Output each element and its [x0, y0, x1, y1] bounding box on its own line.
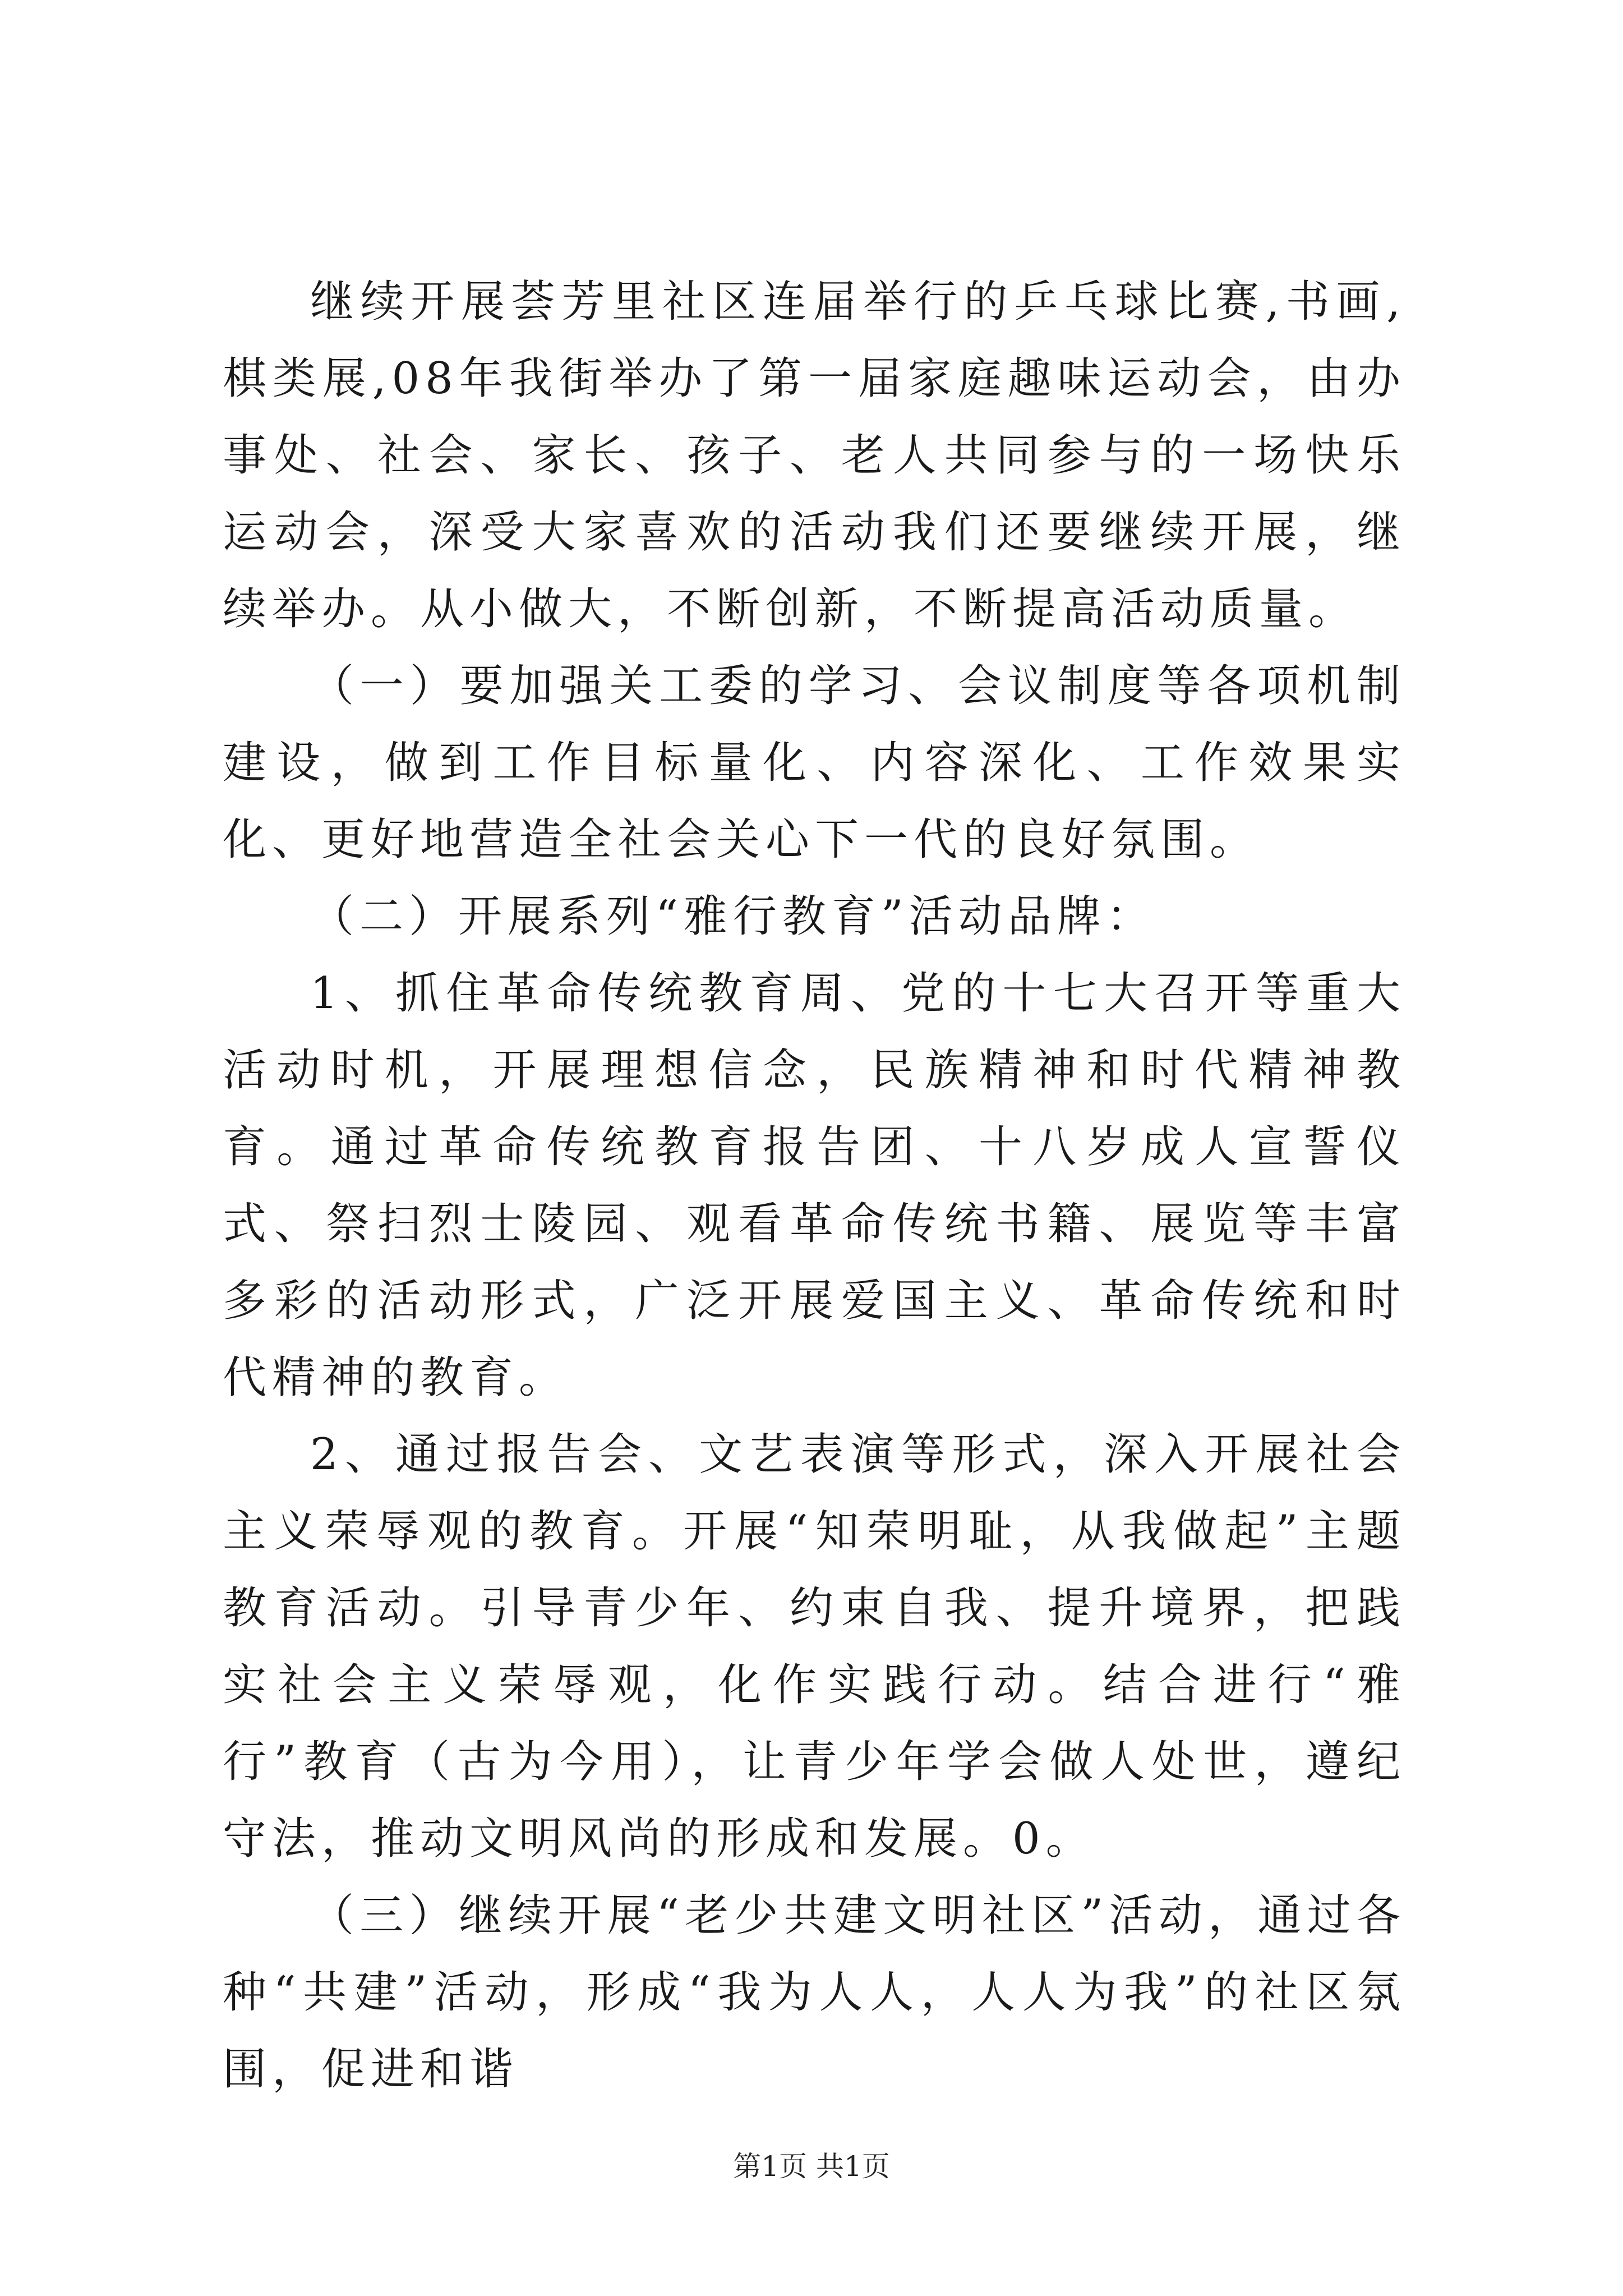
paragraph-item-one: 1、抓住革命传统教育周、党的十七大召开等重大活动时机，开展理想信念，民族精神和时代精神教育。通过革命传统教育报告团、十八岁成人宣誓仪式、祭扫烈士陵园、观看革命传统书籍、展览等丰富多彩的活动形式，广泛开展爱国主义、革命传统和时代精神的教育。 [223, 968, 1406, 1403]
paragraph-item-two: 2、通过报告会、文艺表演等形式，深入开展社会主义荣辱观的教育。开展“知荣明耻，从我做起”主题教育活动。引导青少年、约束自我、提升境界，把践实社会主义荣辱观，化作实践行动。结合进行“雅行”教育（古为今用），让青少年学会做人处世，遵纪守法，推动文明风尚的形成和发展。0。 [223, 1429, 1406, 1864]
paragraph-activities: 继续开展荟芳里社区连届举行的乒乓球比赛,书画,棋类展,08年我街举办了第一届家庭趣味运动会，由办事处、社会、家长、孩子、老人共同参与的一场快乐运动会，深受大家喜欢的活动我们还要继续开展，继续举办。从小做大，不断创新，不断提高活动质量。 [223, 277, 1406, 634]
paragraph-section-three: （三）继续开展“老少共建文明社区”活动，通过各种“共建”活动，形成“我为人人，人人为我”的社区氛围，促进和谐 [223, 1890, 1406, 2095]
paragraph-section-one: （一）要加强关工委的学习、会议制度等各项机制建设，做到工作目标量化、内容深化、工作效果实化、更好地营造全社会关心下一代的良好氛围。 [223, 661, 1406, 865]
page-footer: 第1页 共1页 [733, 2150, 890, 2183]
paragraph-section-two-heading: （二）开展系列“雅行教育”活动品牌： [310, 891, 1156, 942]
document-body [223, 264, 1406, 2108]
